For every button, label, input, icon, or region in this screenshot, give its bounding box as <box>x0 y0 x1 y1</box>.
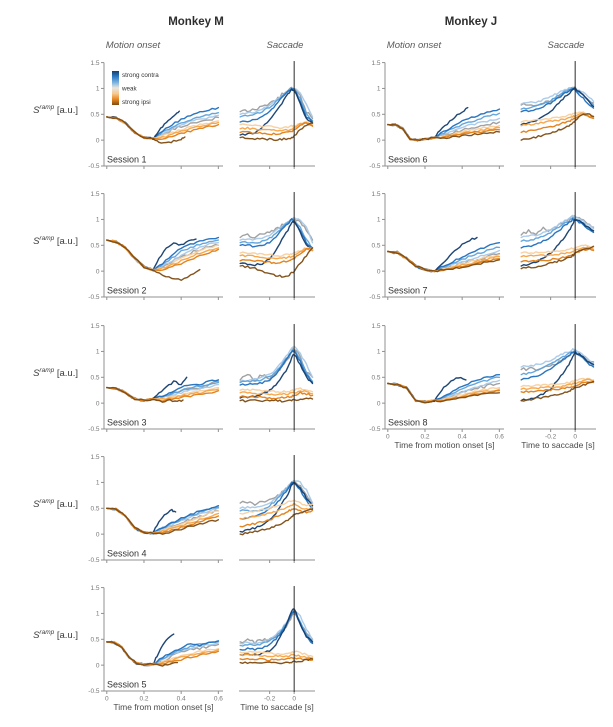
y-tick-label: 0.5 <box>90 636 100 644</box>
y-tick-label: 1 <box>95 348 100 356</box>
y-tick-label: 0.5 <box>371 374 381 382</box>
y-tick-label: 1.5 <box>90 453 100 461</box>
session-row <box>18 581 322 712</box>
y-axis-label-unit: [a.u.] <box>54 368 78 380</box>
session-row <box>18 187 322 318</box>
saccade-panel-svg <box>234 319 322 450</box>
y-axis-label <box>33 235 78 247</box>
y-tick-label: 0 <box>95 400 100 408</box>
y-axis-label-symbol: S <box>33 630 40 642</box>
saccade-panel-svg <box>515 319 603 450</box>
y-tick-labels <box>369 60 381 170</box>
y-tick-label: 1.5 <box>371 190 381 198</box>
saccade-panel-svg <box>515 56 603 187</box>
saccade-panel-svg <box>234 56 322 187</box>
y-tick-label: 1 <box>95 85 100 93</box>
y-tick-labels <box>88 191 100 301</box>
monkey-j-title: Monkey J <box>444 16 498 28</box>
x-tick-label: 0 <box>292 695 296 703</box>
motion-panel-svg <box>361 187 507 318</box>
monkey-m-title: Monkey M <box>168 16 224 28</box>
session-label: Session 1 <box>107 154 147 165</box>
session-row <box>330 187 603 318</box>
traces <box>388 375 500 403</box>
y-axis-label-block <box>18 56 80 187</box>
y-tick-label: 0 <box>95 268 100 276</box>
traces <box>107 377 219 402</box>
x-axis <box>104 166 223 169</box>
y-tick-labels <box>88 585 100 695</box>
x-axis <box>104 560 223 563</box>
y-tick-label: 0 <box>95 531 100 539</box>
x-axis <box>520 429 596 432</box>
y-axis-label-superscript: ramp <box>39 104 55 111</box>
x-tick-label: 0 <box>573 433 577 441</box>
session-row <box>330 56 603 187</box>
x-axis <box>239 166 315 169</box>
y-tick-label: 1.5 <box>90 59 100 67</box>
y-tick-label: 1 <box>376 348 381 356</box>
saccade-panel-svg <box>234 450 322 581</box>
traces <box>107 634 219 666</box>
y-tick-label: 1 <box>95 216 100 224</box>
y-axis-label-superscript: ramp <box>39 629 55 636</box>
session-label: Session 2 <box>107 285 147 296</box>
motion-axis-title: Time from motion onset [s] <box>394 440 495 450</box>
x-axis <box>239 560 315 563</box>
y-axis-label-symbol: S <box>33 105 40 117</box>
saccade-axis-title: Time to saccade [s] <box>240 702 314 712</box>
y-tick-labels <box>369 191 381 301</box>
y-axis-label <box>33 629 78 641</box>
y-axis-label-superscript: ramp <box>39 498 55 505</box>
y-axis-label <box>33 367 78 379</box>
legend-item-label: strong ipsi <box>122 99 151 106</box>
column-header-saccade-m: Saccade <box>266 40 304 51</box>
y-tick-labels <box>369 323 381 433</box>
trace-brown <box>521 246 593 268</box>
x-tick-label: 0.6 <box>213 695 223 703</box>
traces <box>107 238 219 281</box>
y-tick-label: -0.5 <box>369 294 381 302</box>
traces <box>107 108 219 144</box>
y-axis-label-superscript: ramp <box>39 235 55 242</box>
x-axis <box>385 429 504 432</box>
y-axis-label-symbol: S <box>33 236 40 248</box>
y-axis-label-symbol: S <box>33 499 40 511</box>
x-tick-label: 0.6 <box>494 433 504 441</box>
y-tick-label: -0.5 <box>88 688 100 696</box>
legend-item-label: strong contra <box>122 72 159 79</box>
traces <box>521 87 593 140</box>
y-tick-label: 0 <box>376 137 381 145</box>
y-tick-label: 0.5 <box>90 242 100 250</box>
saccade-panel-svg <box>234 581 322 712</box>
y-tick-labels <box>88 323 100 433</box>
trace-navy <box>107 634 174 664</box>
y-axis <box>382 194 385 297</box>
traces <box>240 480 312 534</box>
saccade-panel-svg <box>515 187 603 318</box>
y-axis <box>101 194 104 297</box>
y-axis-label-block <box>18 581 80 712</box>
motion-panel-svg <box>361 319 507 450</box>
x-axis <box>385 166 504 169</box>
session-row <box>18 319 322 450</box>
y-tick-label: 0.5 <box>371 242 381 250</box>
y-axis-label-unit: [a.u.] <box>54 105 78 117</box>
y-axis-label-block <box>18 187 80 318</box>
y-tick-label: 0 <box>376 400 381 408</box>
y-axis <box>101 457 104 560</box>
motion-axis-title: Time from motion onset [s] <box>113 702 214 712</box>
traces <box>240 87 312 140</box>
session-label: Session 4 <box>107 548 147 559</box>
y-axis-label-unit: [a.u.] <box>54 499 78 511</box>
x-tick-label: -0.2 <box>545 433 557 441</box>
column-header-motion-onset-j: Motion onset <box>386 40 442 51</box>
traces <box>521 349 593 401</box>
x-tick-label: 0.4 <box>457 433 467 441</box>
x-tick-label: 0.4 <box>176 695 186 703</box>
x-axis <box>239 691 315 694</box>
y-tick-label: 0 <box>95 662 100 670</box>
session-label: Session 8 <box>388 417 428 428</box>
x-axis <box>520 166 596 169</box>
x-axis <box>104 297 223 300</box>
legend <box>112 71 159 106</box>
trace-blue <box>240 88 312 122</box>
y-tick-label: -0.5 <box>369 426 381 434</box>
x-axis <box>104 429 223 432</box>
y-tick-labels <box>88 60 100 170</box>
trace-lorange <box>521 247 593 257</box>
motion-panel-svg <box>80 319 226 450</box>
traces <box>107 506 219 535</box>
legend-gradient-bar <box>112 71 119 105</box>
trace-orange <box>240 658 312 661</box>
x-tick-label: 0.2 <box>139 695 149 703</box>
trace-lblue <box>521 218 593 241</box>
y-axis-label-unit: [a.u.] <box>54 236 78 248</box>
y-tick-label: 0 <box>376 268 381 276</box>
motion-panel-svg <box>80 450 226 581</box>
y-tick-label: 1 <box>376 85 381 93</box>
column-spacer <box>330 56 361 187</box>
y-tick-label: 0.5 <box>90 111 100 119</box>
motion-panel-svg <box>80 187 226 318</box>
x-axis <box>520 297 596 300</box>
y-axis <box>101 63 104 166</box>
y-axis-label-superscript: ramp <box>39 367 55 374</box>
trace-pblue <box>521 215 593 237</box>
y-axis-label-unit: [a.u.] <box>54 630 78 642</box>
y-tick-label: 1.5 <box>90 190 100 198</box>
y-tick-label: 1 <box>95 610 100 618</box>
y-axis-label-block <box>18 319 80 450</box>
y-tick-label: -0.5 <box>88 294 100 302</box>
y-axis <box>101 326 104 429</box>
motion-panel-svg <box>80 581 226 712</box>
y-tick-label: -0.5 <box>88 163 100 171</box>
column-header-saccade-j: Saccade <box>547 40 585 51</box>
column-spacer <box>330 187 361 318</box>
y-tick-label: 0.5 <box>90 505 100 513</box>
y-tick-label: 1 <box>376 216 381 224</box>
session-row <box>330 319 603 450</box>
traces <box>388 108 500 141</box>
y-tick-label: 1 <box>95 479 100 487</box>
y-axis-label <box>33 104 78 116</box>
y-axis <box>382 63 385 166</box>
y-tick-label: 0.5 <box>371 111 381 119</box>
y-tick-label: 1.5 <box>371 59 381 67</box>
traces <box>388 238 500 273</box>
session-label: Session 7 <box>388 285 428 296</box>
saccade-axis-title: Time to saccade [s] <box>521 440 595 450</box>
saccade-panel-svg <box>234 187 322 318</box>
x-axis <box>239 297 315 300</box>
y-tick-label: -0.5 <box>88 426 100 434</box>
session-label: Session 6 <box>388 154 428 165</box>
y-axis-label-symbol: S <box>33 368 40 380</box>
y-tick-label: 1.5 <box>90 322 100 330</box>
motion-panel-svg <box>361 56 507 187</box>
session-label: Session 3 <box>107 417 147 428</box>
session-label: Session 5 <box>107 679 147 690</box>
y-tick-label: 0.5 <box>90 374 100 382</box>
y-axis-label-block <box>18 450 80 581</box>
legend-item-label: weak <box>122 85 137 93</box>
traces <box>240 609 312 664</box>
x-tick-label: 0 <box>104 695 109 703</box>
column-header-motion-onset-m: Motion onset <box>105 40 161 51</box>
session-row <box>18 56 322 187</box>
y-tick-label: 1.5 <box>371 322 381 330</box>
x-tick-label: 0.2 <box>420 433 430 441</box>
y-tick-label: 0 <box>95 137 100 145</box>
y-tick-label: -0.5 <box>88 557 100 565</box>
session-row <box>18 450 322 581</box>
motion-panel-svg <box>80 56 226 187</box>
x-tick-label: -0.2 <box>264 695 276 703</box>
y-axis-label <box>33 498 78 510</box>
y-axis <box>101 588 104 691</box>
traces <box>521 215 593 268</box>
y-tick-labels <box>88 454 100 564</box>
x-axis <box>239 429 315 432</box>
x-axis <box>104 691 223 694</box>
y-axis <box>382 326 385 429</box>
traces <box>240 346 312 402</box>
x-axis <box>385 297 504 300</box>
column-spacer <box>330 319 361 450</box>
x-tick-label: 0 <box>385 433 390 441</box>
traces <box>240 218 312 278</box>
y-tick-label: -0.5 <box>369 163 381 171</box>
y-tick-label: 1.5 <box>90 584 100 592</box>
